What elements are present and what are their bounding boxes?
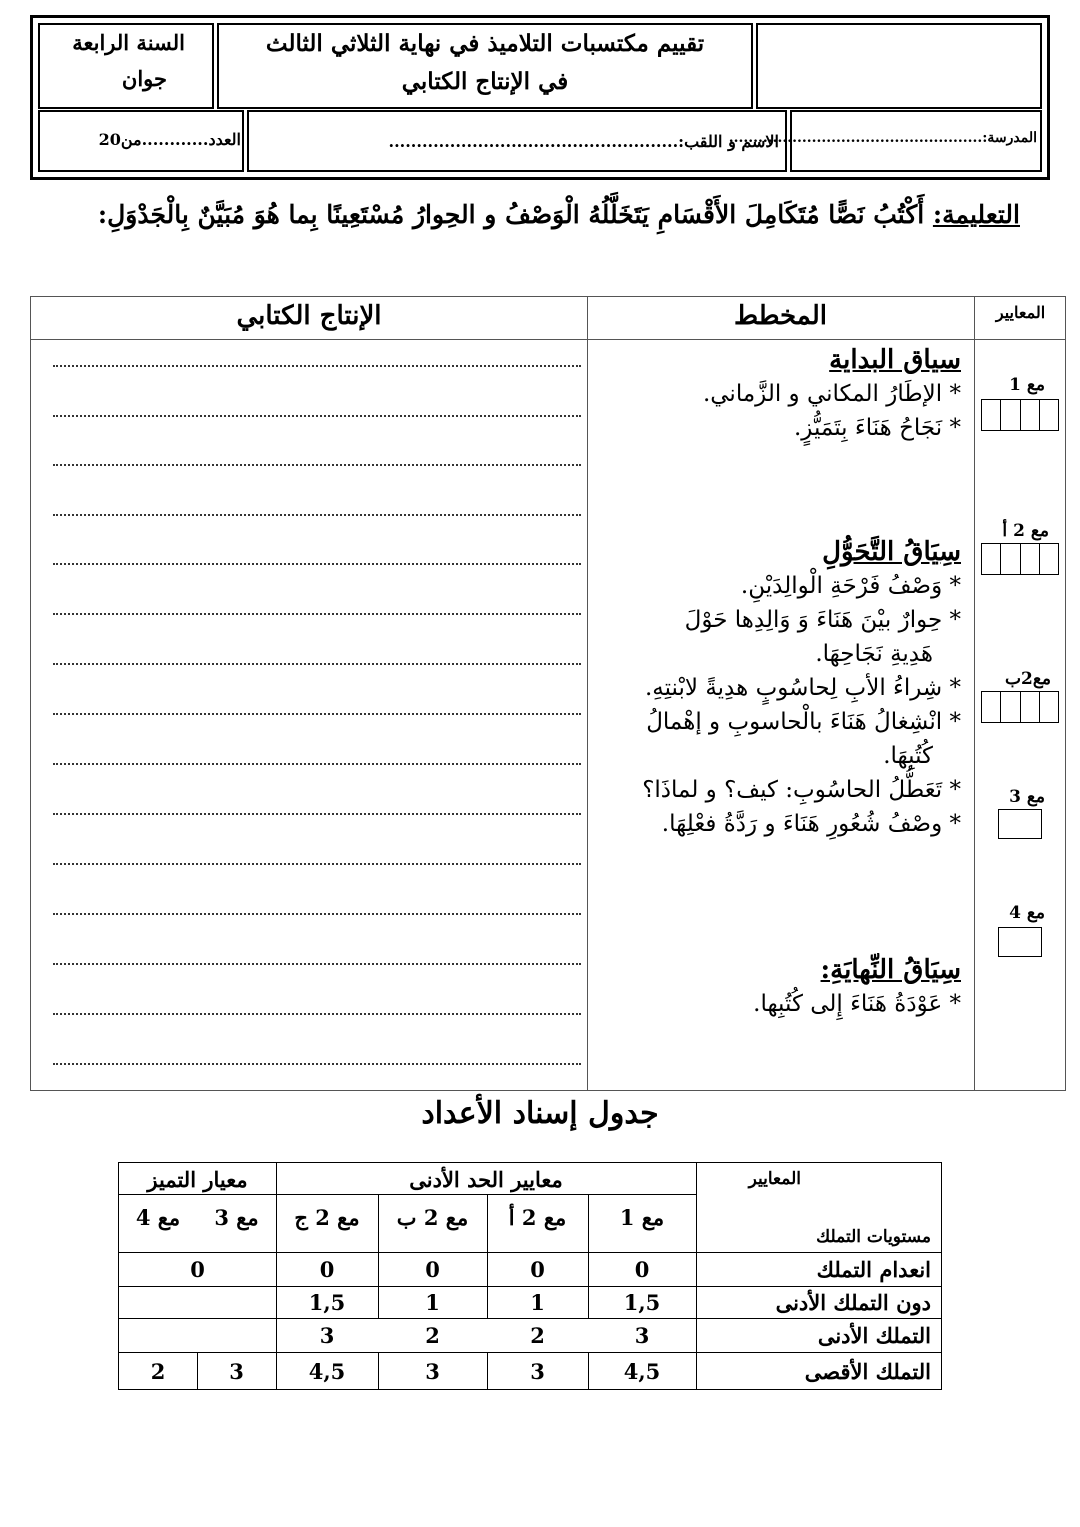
writing-line[interactable] — [53, 713, 581, 715]
grading-cell: 1 — [425, 1290, 440, 1315]
writing-line[interactable] — [53, 763, 581, 765]
score-box[interactable] — [998, 809, 1042, 839]
writing-line[interactable] — [53, 365, 581, 367]
grading-cell: 3 — [425, 1359, 440, 1384]
plan-item: هَدِيةِ نَجَاحِهَا. — [815, 641, 933, 667]
plan-section-title: سِيَاقُ التَّحَوُّلِ — [822, 537, 961, 567]
criterion-label: مع 3 — [1009, 787, 1045, 807]
group-min-header: معايير الحد الأدنى — [409, 1167, 563, 1192]
grading-col-header: مع 2 ج — [294, 1205, 360, 1230]
writing-line[interactable] — [53, 1013, 581, 1015]
page-subtitle: في الإنتاج الكتابي — [401, 68, 569, 95]
plan-item: * عَوْدَةُ هَنَاءَ إِلى كُتُبِها. — [753, 991, 961, 1017]
grading-col-header: مع 4 — [135, 1205, 181, 1230]
writing-line[interactable] — [53, 1063, 581, 1065]
writing-line[interactable] — [53, 514, 581, 516]
group-excellence-header: معيار التميز — [147, 1167, 248, 1192]
writing-table — [30, 296, 1066, 1091]
grading-title: جدول إسناد الأعداد — [421, 1096, 659, 1131]
grading-row-label: التملك الأقصى — [804, 1359, 931, 1384]
plan-item: * وَصْفُ فَرْحَةِ الْوالِدَيْنِ. — [740, 573, 961, 599]
plan-item: * شِراءُ الأبِ لِحاسُوبٍ هدِيةً لابْنتِهِ. — [644, 675, 961, 701]
writing-line[interactable] — [53, 613, 581, 615]
grading-row-label: التملك الأدنى — [817, 1323, 931, 1348]
grading-col-header: مع 2 أ — [508, 1205, 567, 1230]
criterion-label: مع 1 — [1009, 375, 1045, 395]
grading-table — [118, 1162, 942, 1390]
grading-cell: 1,5 — [308, 1290, 346, 1315]
col-header-plan: المخطط — [734, 301, 827, 331]
month-text: جوان — [121, 66, 167, 91]
grading-cell: 2 — [150, 1359, 166, 1384]
school-label: المدرسة:.................................................... — [728, 130, 1037, 146]
grading-col-header: مع 1 — [619, 1205, 665, 1230]
plan-section-title: سِيَاقُ النِّهايَةِ: — [820, 955, 961, 985]
grading-cell: 2 — [530, 1323, 545, 1348]
plan-item: * تَعَطُّلُ الحاسُوبِ: كيف؟ و لماذَا؟ — [642, 777, 961, 803]
grading-levels-label: مستويات التملك — [816, 1227, 931, 1247]
plan-item: * نَجَاحُ هَنَاءَ بِتَمَيُّزٍ. — [793, 415, 961, 441]
grading-col-header: مع 2 ب — [396, 1205, 469, 1230]
grading-criteria-label: المعايير — [748, 1169, 801, 1189]
writing-line[interactable] — [53, 663, 581, 665]
grading-cell: 3 — [229, 1359, 244, 1384]
page-title: تقييم مكتسبات التلاميذ في نهاية الثلاثي الثالث — [265, 30, 705, 57]
grading-row-label: دون التملك الأدنى — [775, 1290, 931, 1315]
grading-col-header: مع 3 — [214, 1205, 259, 1230]
grading-cell: 3 — [319, 1323, 335, 1348]
grading-cell: 1 — [530, 1290, 545, 1315]
grade-text: السنة الرابعة — [72, 30, 185, 55]
writing-line[interactable] — [53, 563, 581, 565]
writing-line[interactable] — [53, 464, 581, 466]
grading-cell: 0 — [190, 1257, 205, 1282]
grading-cell: 0 — [319, 1257, 335, 1282]
plan-item: * حِوارٌ بيْنَ هَنَاءَ وَ وَالِدِها حَوْلَ — [684, 607, 961, 633]
grading-cell: 2 — [425, 1323, 440, 1348]
blank-cell — [756, 23, 1042, 109]
plan-item: كُتُبِهَا. — [883, 743, 933, 769]
writing-line[interactable] — [53, 415, 581, 417]
score-label: العدد............من20 — [98, 130, 241, 149]
criterion-label: مع2ب — [1004, 669, 1051, 689]
plan-item: * الإطَارُ المكاني و الزَّماني. — [702, 381, 961, 407]
plan-section-start — [703, 343, 961, 445]
name-label: الاسم و اللقب:.................................................... — [388, 132, 779, 151]
plan-section-change — [642, 535, 961, 841]
instruction — [60, 192, 1020, 238]
col-header-criteria: المعايير — [995, 303, 1046, 322]
grading-cell: 3 — [530, 1359, 545, 1384]
grading-cell: 4,5 — [623, 1359, 661, 1384]
grading-cell: 1,5 — [623, 1290, 661, 1315]
writing-line[interactable] — [53, 963, 581, 965]
instruction-text: أَكْتُبُ نَصًّا مُتَكَامِلَ الأَقْسَامِ يَتَخَلَّلُهُ الْوَصْفُ و الحِوارُ مُسْتَعِينًا بِما هُوَ مُبَيَّنٌ بِالْجَدْوَلِ: — [97, 200, 925, 229]
grading-row-label: انعدام التملك — [816, 1257, 931, 1282]
writing-line[interactable] — [53, 863, 581, 865]
plan-item: * انْشِغالُ هَنَاءَ بالْحاسوبِ و إهْمالُ — [646, 709, 961, 735]
col-header-writing: الإنتاج الكتابي — [236, 301, 382, 331]
criterion-label: مع 2 أ — [1002, 521, 1049, 541]
grading-cell: 0 — [634, 1257, 650, 1282]
grading-cell: 4,5 — [308, 1359, 346, 1384]
writing-line[interactable] — [53, 913, 581, 915]
instruction-label: التعليمة: — [932, 200, 1020, 229]
score-box[interactable] — [998, 927, 1042, 957]
plan-section-title: سياق البداية — [829, 345, 961, 375]
header-box — [30, 15, 1050, 180]
criterion-label: مع 4 — [1009, 903, 1045, 923]
grading-cell: 0 — [530, 1257, 545, 1282]
plan-section-end — [753, 953, 961, 1021]
grading-cell: 3 — [634, 1323, 650, 1348]
plan-item: * وصْفُ شُعُورِ هَنَاءَ و رَدَّةُ فعْلِهَا. — [661, 811, 961, 837]
grading-cell: 0 — [425, 1257, 440, 1282]
writing-line[interactable] — [53, 813, 581, 815]
